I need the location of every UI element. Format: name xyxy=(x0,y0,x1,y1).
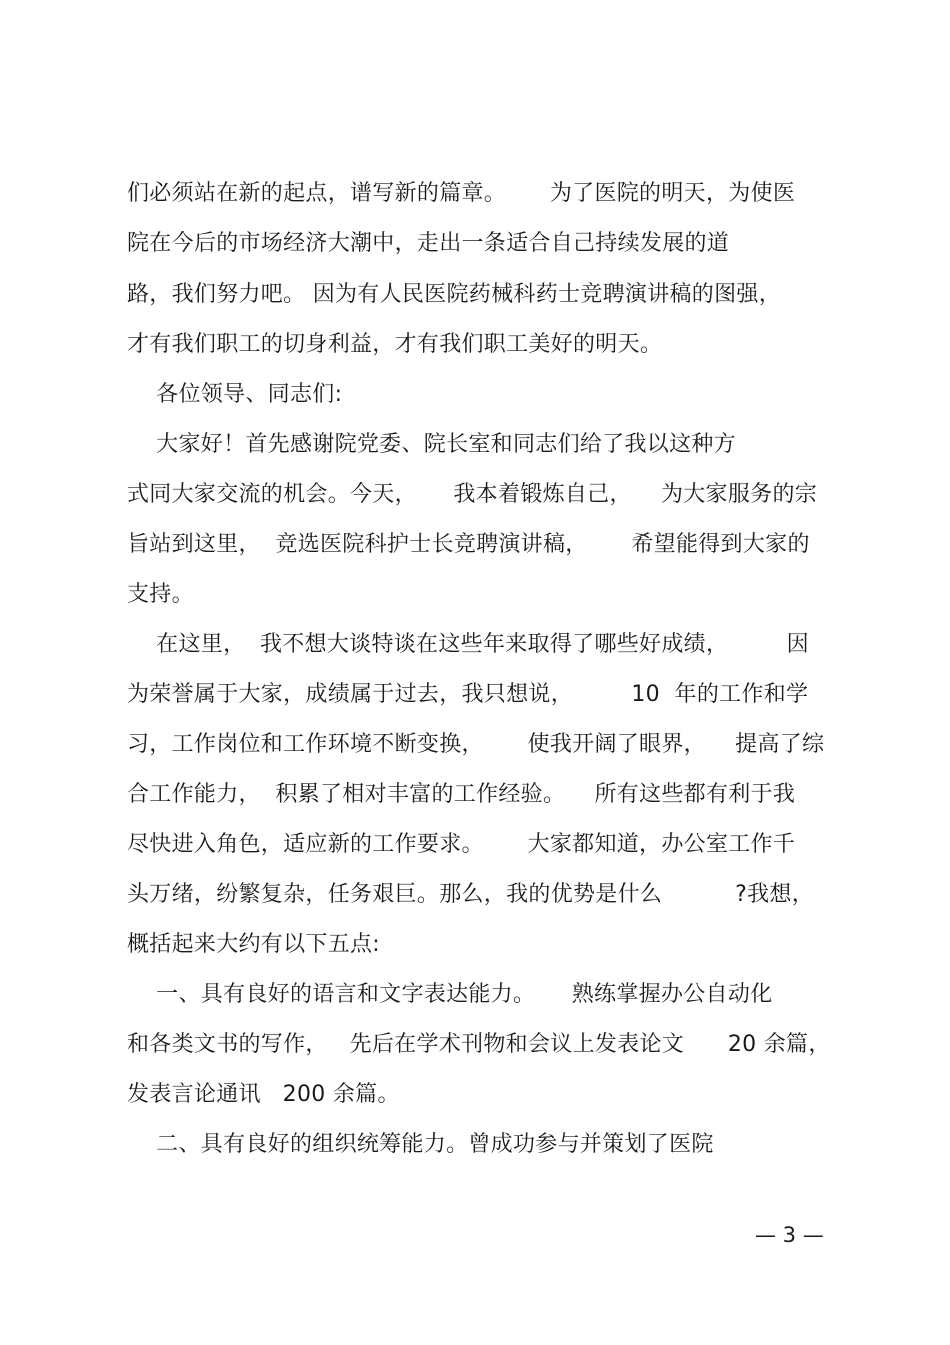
text-line: 合工作能力， 积累了相对丰富的工作经验。 所有这些都有利于我 xyxy=(127,782,796,807)
salutation: 各位领导、同志们: xyxy=(127,382,343,407)
text-line: 支持。 xyxy=(127,582,194,607)
text-line: 一、具有良好的语言和文字表达能力。 熟练掌握办公自动化 xyxy=(127,982,773,1007)
text-line: 式同大家交流的机会。今天， 我本着锻炼自己， 为大家服务的宗 xyxy=(127,482,818,507)
text-line: 们必须站在新的起点，谱写新的篇章。 为了医院的明天，为使医 xyxy=(127,181,796,206)
text-line: 旨站到这里， 竞选医院科护士长竞聘演讲稿， 希望能得到大家的 xyxy=(127,532,810,557)
text-line: 尽快进入角色，适应新的工作要求。 大家都知道，办公室工作千 xyxy=(127,832,796,857)
text-line: 路，我们努力吧。 因为有人民医院药械科药士竞聘演讲稿的图强， xyxy=(127,282,781,307)
page-number: — 3 — xyxy=(755,1223,824,1247)
text-line: 大家好！首先感谢院党委、院长室和同志们给了我以这种方 xyxy=(127,432,736,457)
text-line: 为荣誉属于大家，成绩属于过去，我只想说， 10 年的工作和学 xyxy=(127,682,809,707)
text-line: 才有我们职工的切身利益，才有我们职工美好的明天。 xyxy=(127,332,663,357)
text-line: 概括起来大约有以下五点: xyxy=(127,932,381,957)
text-line: 和各类文书的写作， 先后在学术刊物和会议上发表论文 20 余篇， xyxy=(127,1032,831,1057)
text-line: 习，工作岗位和工作环境不断变换， 使我开阔了眼界， 提高了综 xyxy=(127,732,825,757)
text-line: 院在今后的市场经济大潮中，走出一条适合自己持续发展的道 xyxy=(127,231,730,256)
text-line: 头万绪，纷繁复杂，任务艰巨。那么，我的优势是什么 ?我想， xyxy=(127,882,815,907)
text-line: 二、具有良好的组织统筹能力。曾成功参与并策划了医院 xyxy=(127,1132,714,1157)
text-line: 发表言论通讯 200 余篇。 xyxy=(127,1082,400,1107)
text-line: 在这里， 我不想大谈特谈在这些年来取得了哪些好成绩， 因 xyxy=(127,632,809,657)
